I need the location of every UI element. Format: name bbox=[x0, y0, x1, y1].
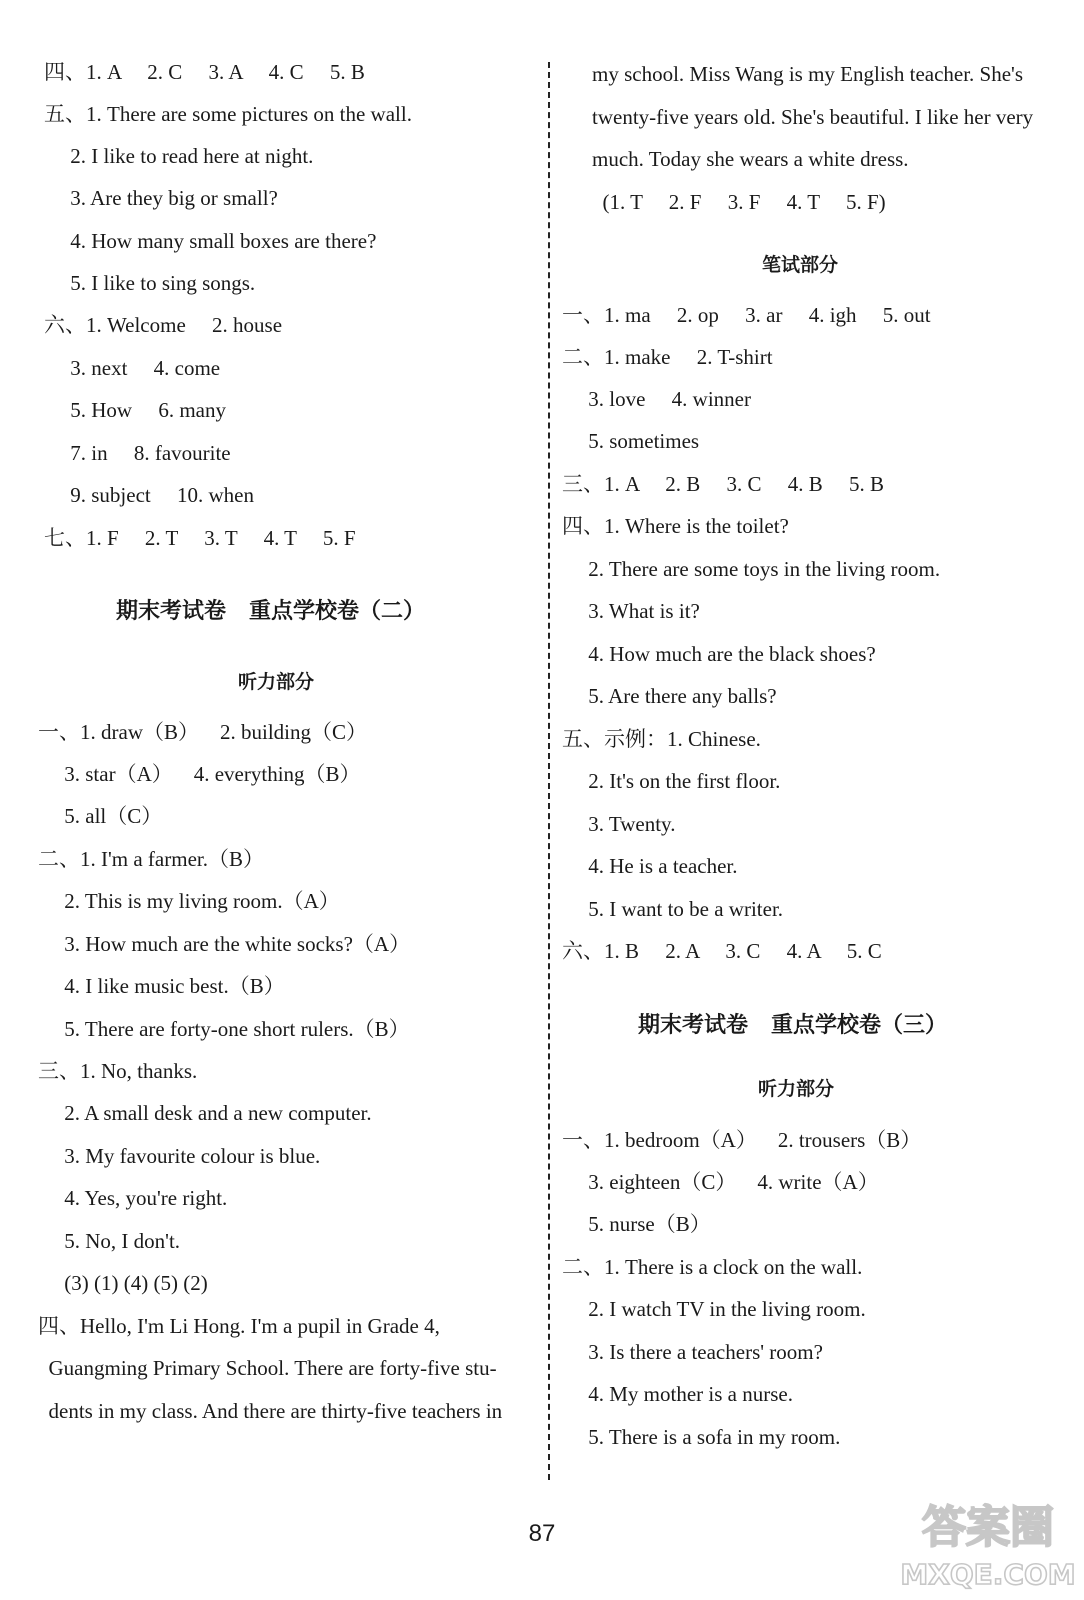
answer-line: 五、示例：1. Chinese. bbox=[562, 727, 761, 751]
answer-line: 一、1. bedroom（A） 2. trousers（B） bbox=[562, 1128, 922, 1152]
answer-line: 二、1. There is a clock on the wall. bbox=[562, 1255, 863, 1279]
answer-line: 4. Yes, you're right. bbox=[38, 1186, 228, 1210]
answer-line: 3. eighteen（C） 4. write（A） bbox=[562, 1170, 879, 1194]
answer-line: 3. What is it? bbox=[562, 599, 700, 623]
page-number: 87 bbox=[528, 1520, 556, 1547]
answer-line: 3. How much are the white socks?（A） bbox=[38, 932, 411, 956]
answer-line: 4. He is a teacher. bbox=[562, 854, 738, 878]
answer-line: 3. star（A） 4. everything（B） bbox=[38, 762, 361, 786]
answer-line: Guangming Primary School. There are forty-five stu- bbox=[38, 1356, 497, 1380]
answer-line: 2. I like to read here at night. bbox=[44, 144, 314, 168]
answer-line: (3) (1) (4) (5) (2) bbox=[38, 1271, 208, 1295]
column-divider bbox=[548, 62, 550, 1480]
answer-line: 四、Hello, I'm Li Hong. I'm a pupil in Grade 4, bbox=[38, 1314, 440, 1338]
answer-line: 2. There are some toys in the living room. bbox=[562, 557, 941, 581]
answer-line: 5. I like to sing songs. bbox=[44, 271, 256, 295]
watermark-logo bbox=[898, 1488, 1078, 1596]
answer-line: 5. No, I don't. bbox=[38, 1229, 181, 1253]
answer-line: 2. It's on the first floor. bbox=[562, 769, 781, 793]
answer-line: 3. Twenty. bbox=[562, 812, 676, 836]
answer-line: 2. This is my living room.（A） bbox=[38, 889, 340, 913]
answer-line: 3. next 4. come bbox=[44, 356, 221, 380]
answer-line: 五、1. There are some pictures on the wall. bbox=[44, 102, 412, 126]
answer-line: 4. I like music best.（B） bbox=[38, 974, 285, 998]
answer-line: 5. nurse（B） bbox=[562, 1212, 711, 1236]
answer-line: 5. all（C） bbox=[38, 804, 163, 828]
answer-line: 5. There are forty-one short rulers.（B） bbox=[38, 1017, 410, 1041]
answer-line: 一、1. draw（B） 2. building（C） bbox=[38, 720, 367, 744]
answer-line: 四、1. A 2. C 3. A 4. C 5. B bbox=[44, 60, 365, 84]
answer-line: 六、1. Welcome 2. house bbox=[44, 313, 283, 337]
section-subtitle: 听力部分 bbox=[238, 671, 315, 693]
answer-line: 三、1. A 2. B 3. C 4. B 5. B bbox=[562, 472, 885, 496]
answer-line: 七、1. F 2. T 3. T 4. T 5. F bbox=[44, 526, 356, 550]
answer-line: 一、1. ma 2. op 3. ar 4. igh 5. out bbox=[562, 303, 931, 327]
watermark-url: MXQE.COM bbox=[900, 1558, 1076, 1591]
answer-line: 四、1. Where is the toilet? bbox=[562, 514, 789, 538]
answer-line: 4. How many small boxes are there? bbox=[44, 229, 377, 253]
section-title: 期末考试卷 重点学校卷（三） bbox=[638, 1013, 947, 1038]
section-subtitle: 笔试部分 bbox=[762, 254, 839, 276]
answer-line: 二、1. make 2. T-shirt bbox=[562, 345, 773, 369]
answer-line: 二、1. I'm a farmer.（B） bbox=[38, 847, 264, 871]
answer-line: 9. subject 10. when bbox=[44, 483, 254, 507]
answer-line: 5. I want to be a writer. bbox=[562, 897, 784, 921]
answer-line: 5. There is a sofa in my room. bbox=[562, 1425, 841, 1449]
section-subtitle: 听力部分 bbox=[758, 1078, 835, 1100]
answer-line: 7. in 8. favourite bbox=[44, 441, 231, 465]
watermark-title: 答案圈 bbox=[922, 1502, 1054, 1553]
answer-line: 3. My favourite colour is blue. bbox=[38, 1144, 321, 1168]
answer-line: 4. How much are the black shoes? bbox=[562, 642, 876, 666]
answer-line: twenty-five years old. She's beautiful. I like her very bbox=[592, 105, 1034, 129]
answer-line: 3. Is there a teachers' room? bbox=[562, 1340, 823, 1364]
answer-line: 六、1. B 2. A 3. C 4. A 5. C bbox=[562, 939, 882, 963]
section-title: 期末考试卷 重点学校卷（二） bbox=[116, 599, 425, 624]
answer-line: 2. I watch TV in the living room. bbox=[562, 1297, 866, 1321]
answer-line: 5. How 6. many bbox=[44, 398, 226, 422]
answer-line: dents in my class. And there are thirty-five teachers in bbox=[38, 1399, 503, 1423]
answer-line: 3. Are they big or small? bbox=[44, 186, 278, 210]
answer-line: 4. My mother is a nurse. bbox=[562, 1382, 793, 1406]
answer-line: my school. Miss Wang is my English teacher. She's bbox=[592, 62, 1024, 86]
answer-line: (1. T 2. F 3. F 4. T 5. F) bbox=[592, 190, 886, 214]
answer-line: 2. A small desk and a new computer. bbox=[38, 1101, 372, 1125]
answer-line: 5. sometimes bbox=[562, 429, 700, 453]
answer-line: 3. love 4. winner bbox=[562, 387, 751, 411]
answer-line: 三、1. No, thanks. bbox=[38, 1059, 198, 1083]
answer-line: much. Today she wears a white dress. bbox=[592, 147, 909, 171]
answer-line: 5. Are there any balls? bbox=[562, 684, 777, 708]
